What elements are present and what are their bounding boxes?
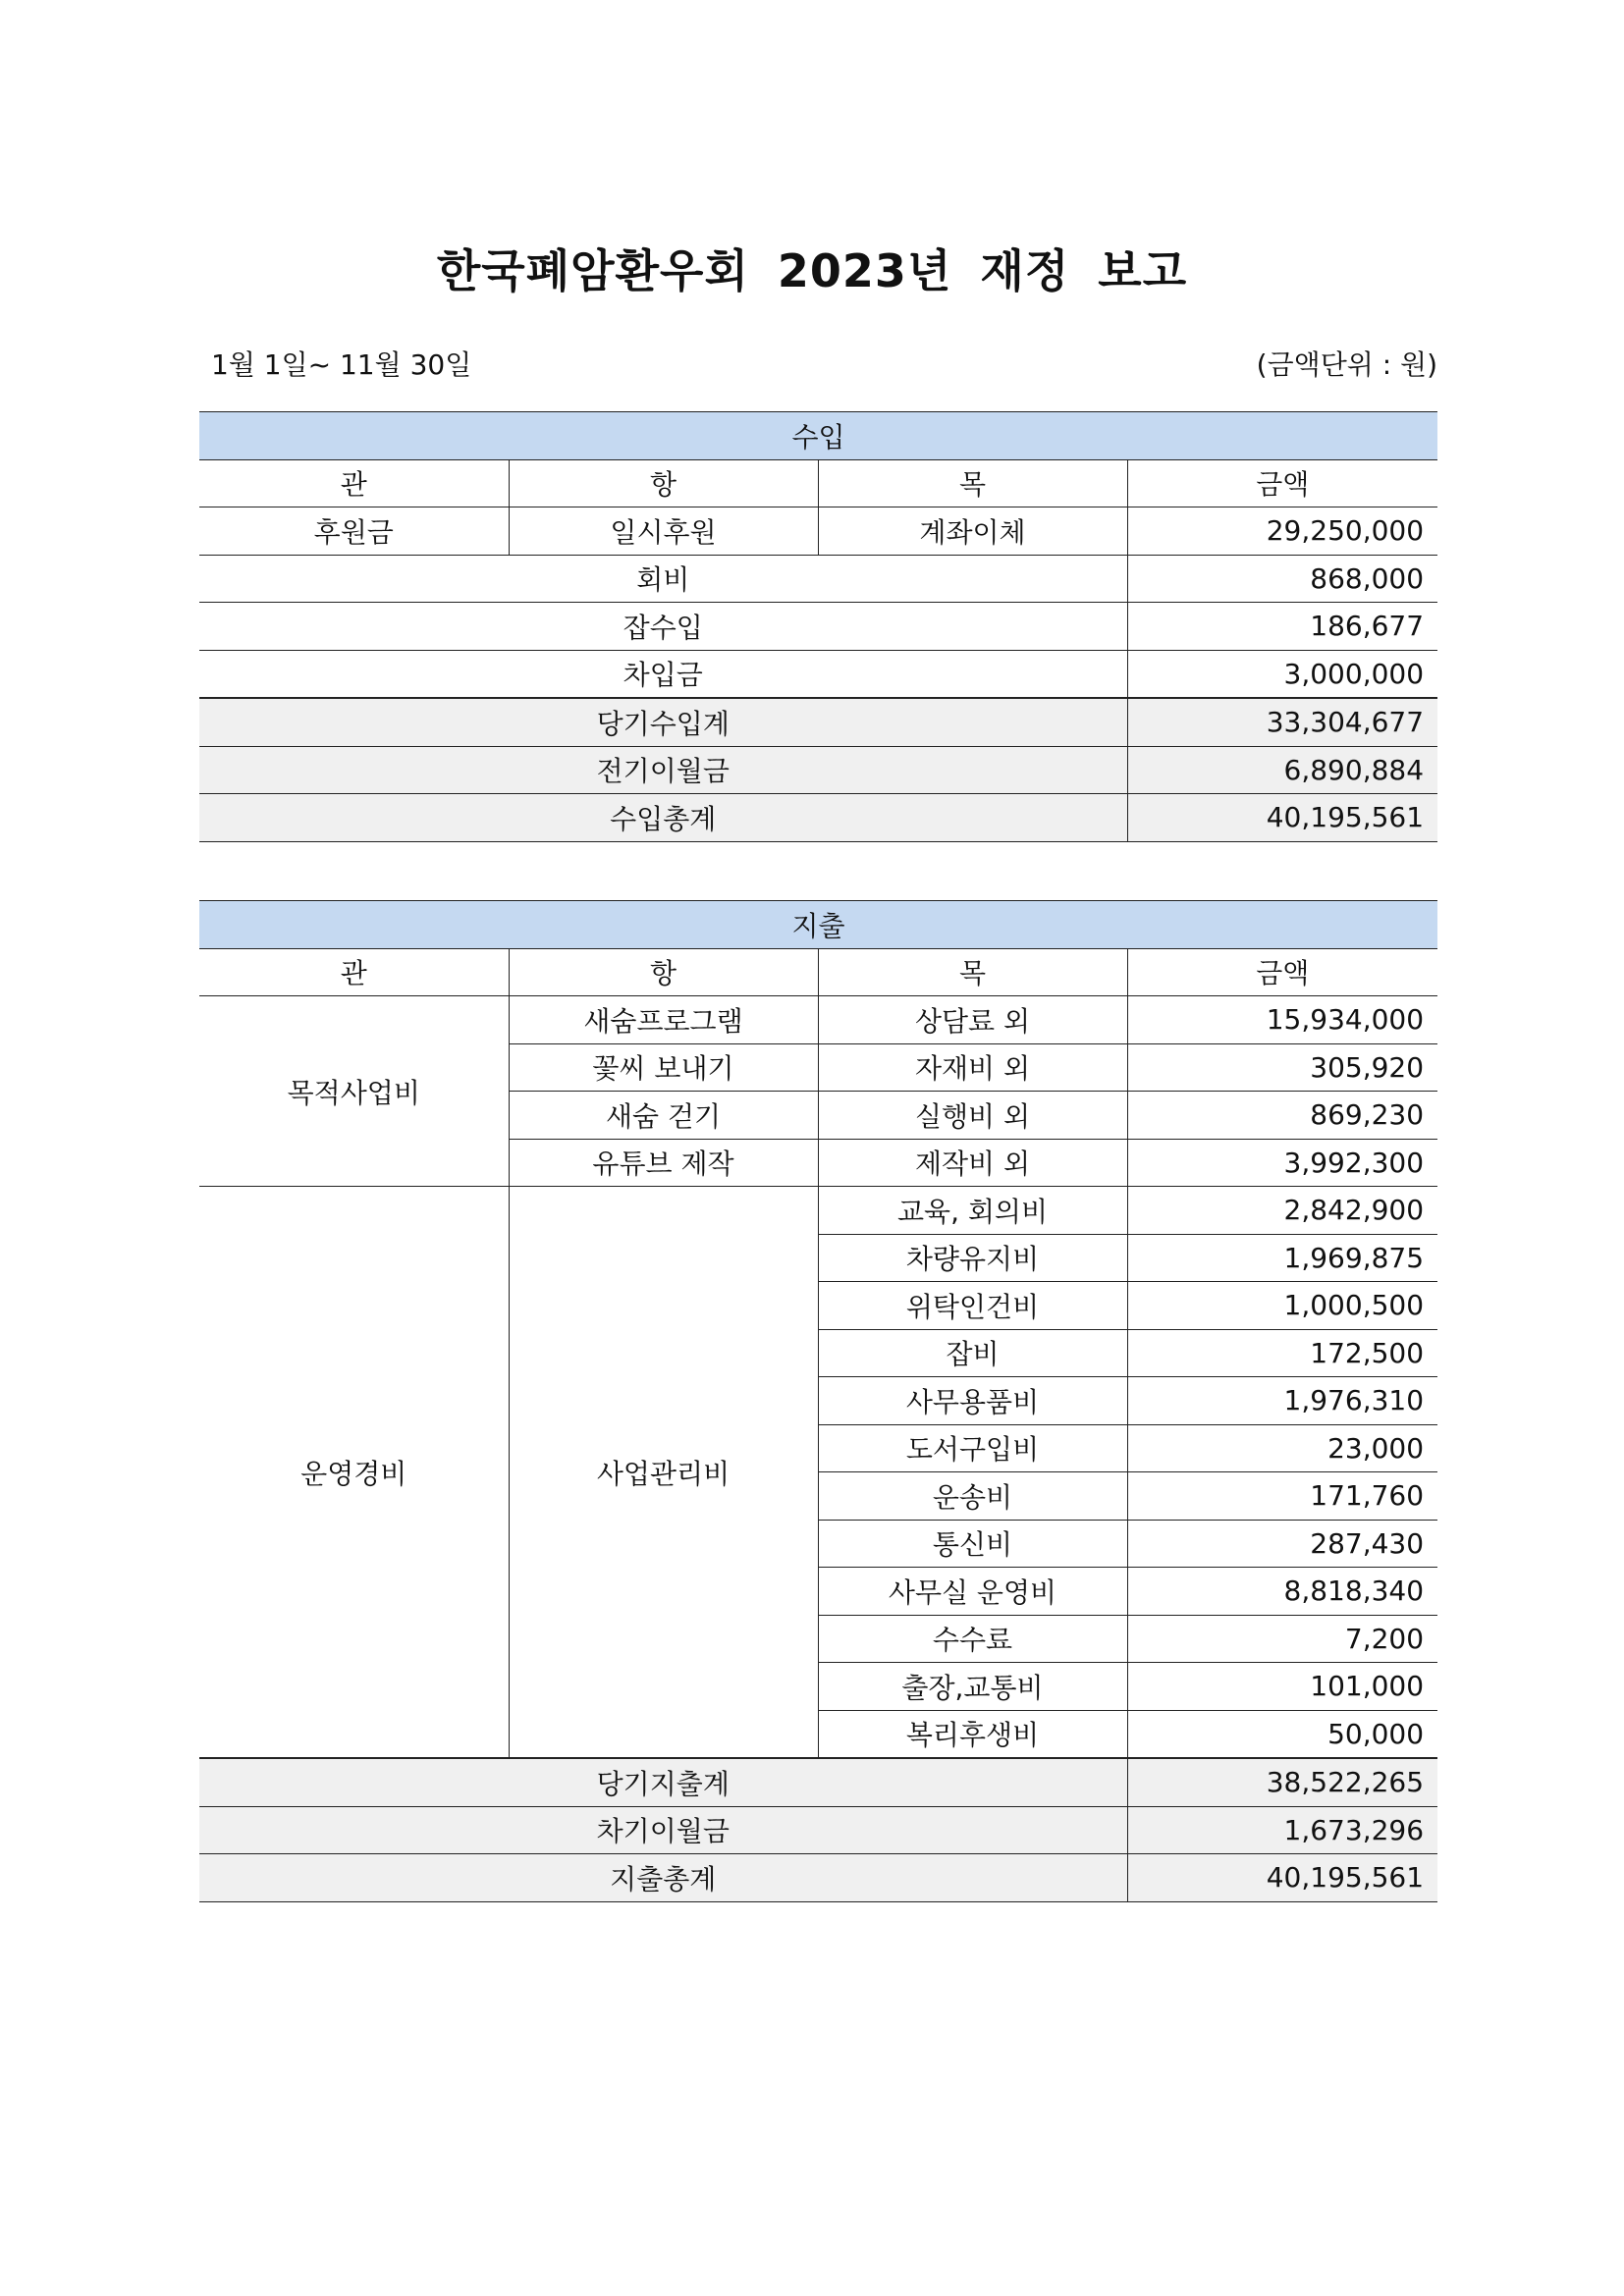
expense-mok: 복리후생비	[818, 1710, 1127, 1758]
report-period: 1월 1일~ 11월 30일	[211, 348, 472, 381]
header-mok: 목	[818, 948, 1127, 996]
expense-amount: 101,000	[1127, 1663, 1437, 1711]
expense-gwan: 운영경비	[199, 1187, 509, 1759]
expense-mok: 실행비 외	[818, 1092, 1127, 1140]
expense-mok: 사무실 운영비	[818, 1568, 1127, 1616]
table-row	[199, 603, 1437, 651]
header-gwan: 관	[199, 948, 509, 996]
expense-mok: 상담료 외	[818, 996, 1127, 1044]
header-gwan: 관	[199, 459, 509, 507]
table-row	[199, 1806, 1437, 1854]
expense-mok: 잡비	[818, 1329, 1127, 1377]
expense-mok: 도서구입비	[818, 1424, 1127, 1472]
amount-unit: (금액단위 : 원)	[1256, 348, 1437, 381]
income-total-amount: 40,195,561	[1127, 794, 1437, 842]
table-row	[199, 1758, 1437, 1806]
expense-mok: 사무용품비	[818, 1377, 1127, 1425]
income-amount: 3,000,000	[1127, 650, 1437, 698]
expense-amount: 50,000	[1127, 1710, 1437, 1758]
expense-mok: 출장,교통비	[818, 1663, 1127, 1711]
expense-mok: 위탁인건비	[818, 1282, 1127, 1330]
expense-total-label: 차기이월금	[199, 1806, 1127, 1854]
table-row	[199, 555, 1437, 603]
expense-hang: 새숨 걷기	[509, 1092, 818, 1140]
expense-total-amount: 38,522,265	[1127, 1758, 1437, 1806]
expense-amount: 3,992,300	[1127, 1139, 1437, 1187]
expense-amount: 8,818,340	[1127, 1568, 1437, 1616]
income-amount: 29,250,000	[1127, 507, 1437, 556]
expense-section-row	[199, 901, 1437, 949]
income-section-row	[199, 412, 1437, 460]
expense-gwan: 목적사업비	[199, 996, 509, 1187]
income-total-label: 전기이월금	[199, 746, 1127, 794]
expense-mok: 제작비 외	[818, 1139, 1127, 1187]
expense-header-row	[199, 948, 1437, 996]
expense-amount: 15,934,000	[1127, 996, 1437, 1044]
expense-hang: 유튜브 제작	[509, 1139, 818, 1187]
expense-mok: 운송비	[818, 1472, 1127, 1521]
expense-hang: 꽃씨 보내기	[509, 1043, 818, 1092]
income-total-amount: 33,304,677	[1127, 698, 1437, 746]
expense-amount: 287,430	[1127, 1520, 1437, 1568]
expense-amount: 171,760	[1127, 1472, 1437, 1521]
expense-amount: 305,920	[1127, 1043, 1437, 1092]
expense-amount: 1,000,500	[1127, 1282, 1437, 1330]
income-label: 회비	[199, 555, 1127, 603]
table-row	[199, 996, 1437, 1044]
expense-amount: 23,000	[1127, 1424, 1437, 1472]
income-amount: 868,000	[1127, 555, 1437, 603]
expense-amount: 7,200	[1127, 1615, 1437, 1663]
header-amount: 금액	[1127, 459, 1437, 507]
expense-total-amount: 40,195,561	[1127, 1854, 1437, 1902]
expense-amount: 172,500	[1127, 1329, 1437, 1377]
income-total-amount: 6,890,884	[1127, 746, 1437, 794]
expense-mok: 교육, 회의비	[818, 1187, 1127, 1235]
expense-mok: 차량유지비	[818, 1234, 1127, 1282]
expense-total-amount: 1,673,296	[1127, 1806, 1437, 1854]
income-hang: 일시후원	[509, 507, 818, 556]
page-title: 한국폐암환우회 2023년 재정 보고	[436, 244, 1188, 297]
income-section-title: 수입	[199, 412, 1437, 460]
expense-total-label: 당기지출계	[199, 1758, 1127, 1806]
income-label: 잡수입	[199, 603, 1127, 651]
income-total-label: 수입총계	[199, 794, 1127, 842]
header-amount: 금액	[1127, 948, 1437, 996]
table-row	[199, 650, 1437, 698]
income-total-label: 당기수입계	[199, 698, 1127, 746]
expense-amount: 2,842,900	[1127, 1187, 1437, 1235]
header-hang: 항	[509, 459, 818, 507]
table-row	[199, 507, 1437, 556]
expense-hang: 사업관리비	[509, 1187, 818, 1759]
expense-amount: 869,230	[1127, 1092, 1437, 1140]
expense-mok: 통신비	[818, 1520, 1127, 1568]
table-row	[199, 1854, 1437, 1902]
expense-hang: 새숨프로그램	[509, 996, 818, 1044]
income-amount: 186,677	[1127, 603, 1437, 651]
income-label: 차입금	[199, 650, 1127, 698]
table-row	[199, 698, 1437, 746]
expense-section-title: 지출	[199, 901, 1437, 949]
table-row	[199, 1187, 1437, 1235]
expense-mok: 자재비 외	[818, 1043, 1127, 1092]
expense-mok: 수수료	[818, 1615, 1127, 1663]
expense-table	[199, 900, 1437, 1902]
income-table	[199, 411, 1437, 842]
income-mok: 계좌이체	[818, 507, 1127, 556]
table-row	[199, 794, 1437, 842]
table-row	[199, 746, 1437, 794]
expense-amount: 1,976,310	[1127, 1377, 1437, 1425]
income-gwan: 후원금	[199, 507, 509, 556]
header-mok: 목	[818, 459, 1127, 507]
header-hang: 항	[509, 948, 818, 996]
income-header-row	[199, 459, 1437, 507]
expense-total-label: 지출총계	[199, 1854, 1127, 1902]
expense-amount: 1,969,875	[1127, 1234, 1437, 1282]
